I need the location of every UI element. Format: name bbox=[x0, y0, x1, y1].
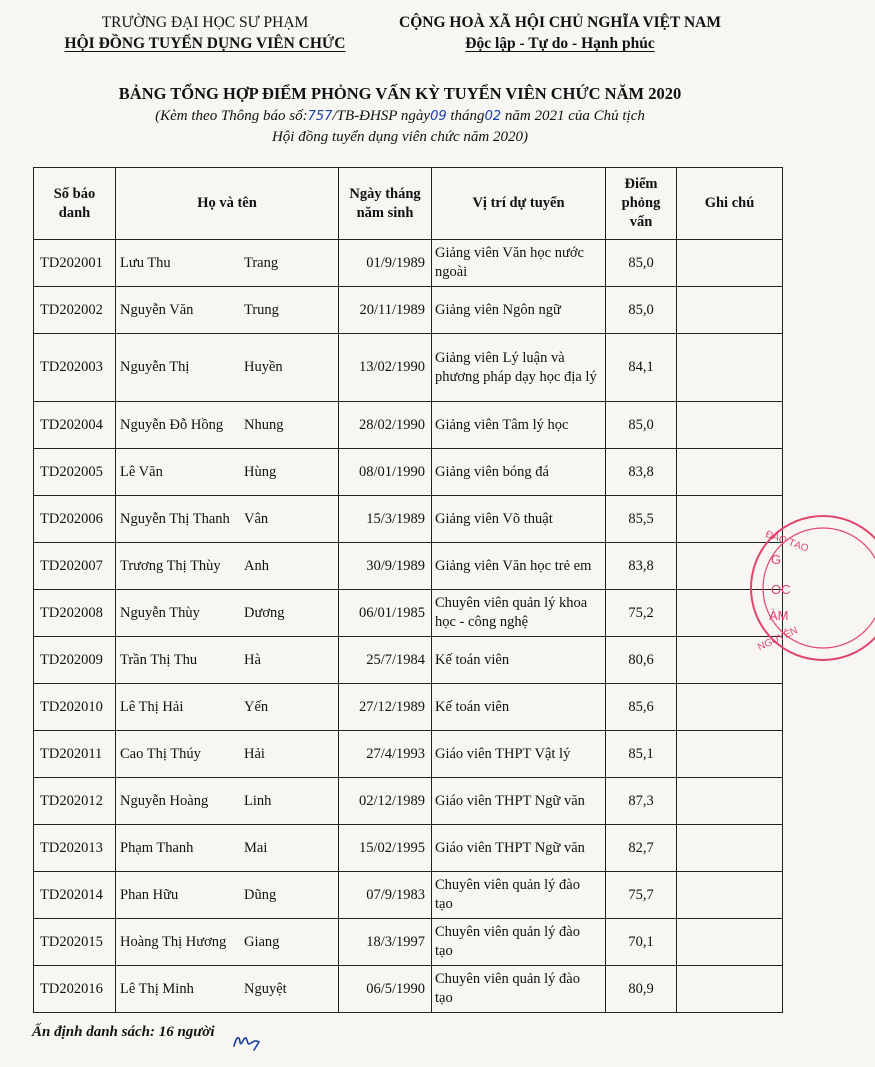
candidate-name bbox=[116, 449, 339, 496]
table-row bbox=[34, 240, 783, 287]
university-name: TRƯỜNG ĐẠI HỌC SƯ PHẠM bbox=[101, 14, 309, 31]
table-header-row bbox=[34, 168, 783, 240]
candidate-surname: Nguyễn Thùy bbox=[120, 604, 200, 621]
candidate-position: Giáo viên THPT Vật lý bbox=[432, 731, 606, 778]
candidate-score: 83,8 bbox=[606, 449, 677, 496]
candidate-dob: 28/02/1990 bbox=[339, 402, 432, 449]
candidate-surname: Phan Hữu bbox=[120, 886, 179, 903]
candidate-surname: Nguyễn Đỗ Hồng bbox=[120, 416, 224, 433]
candidate-note bbox=[677, 731, 783, 778]
candidate-score: 85,1 bbox=[606, 731, 677, 778]
candidate-score: 80,9 bbox=[606, 966, 677, 1013]
stamp-text: G bbox=[771, 552, 782, 567]
header-name: Họ và tên bbox=[116, 168, 339, 240]
list-fixed-note: Ấn định danh sách: 16 người bbox=[32, 1024, 215, 1040]
candidate-code: TD202016 bbox=[34, 966, 116, 1013]
candidate-note bbox=[677, 966, 783, 1013]
subtitle-line-2: Hội đồng tuyển dụng viên chức năm 2020) bbox=[271, 129, 529, 145]
table-row bbox=[34, 496, 783, 543]
table-row bbox=[34, 334, 783, 402]
candidate-code: TD202006 bbox=[34, 496, 116, 543]
document-subtitle bbox=[0, 106, 800, 148]
table-row bbox=[34, 872, 783, 919]
candidate-score: 70,1 bbox=[606, 919, 677, 966]
candidate-given-name: Huyền bbox=[244, 359, 283, 375]
candidate-position: Chuyên viên quản lý đào tạo bbox=[432, 966, 606, 1013]
candidate-score: 82,7 bbox=[606, 825, 677, 872]
national-motto: Độc lập - Tự do - Hạnh phúc bbox=[465, 35, 655, 52]
candidate-note bbox=[677, 919, 783, 966]
candidate-score: 85,0 bbox=[606, 240, 677, 287]
candidate-dob: 02/12/1989 bbox=[339, 778, 432, 825]
candidate-code: TD202014 bbox=[34, 872, 116, 919]
candidate-given-name: Dương bbox=[244, 604, 285, 621]
candidate-dob: 13/02/1990 bbox=[339, 334, 432, 402]
candidate-surname: Cao Thị Thúy bbox=[120, 745, 201, 762]
candidate-given-name: Anh bbox=[244, 557, 269, 574]
country-name: CỘNG HOÀ XÃ HỘI CHỦ NGHĨA VIỆT NAM bbox=[399, 14, 721, 31]
table-body bbox=[34, 240, 783, 1013]
candidate-score: 87,3 bbox=[606, 778, 677, 825]
candidate-dob: 27/4/1993 bbox=[339, 731, 432, 778]
candidate-given-name: Hùng bbox=[244, 463, 277, 480]
candidate-code: TD202010 bbox=[34, 684, 116, 731]
candidate-surname: Phạm Thanh bbox=[120, 839, 194, 856]
candidate-note bbox=[677, 825, 783, 872]
candidate-code: TD202008 bbox=[34, 590, 116, 637]
candidate-note bbox=[677, 287, 783, 334]
candidate-note bbox=[677, 402, 783, 449]
candidate-note bbox=[677, 778, 783, 825]
candidate-name bbox=[116, 872, 339, 919]
candidate-position: Giáo viên THPT Ngữ văn bbox=[432, 778, 606, 825]
subtitle-text: năm 2021 của Chủ tịch bbox=[501, 108, 645, 124]
candidate-dob: 07/9/1983 bbox=[339, 872, 432, 919]
table-row bbox=[34, 919, 783, 966]
candidate-given-name: Vân bbox=[244, 510, 269, 527]
header-note: Ghi chú bbox=[677, 168, 783, 240]
candidate-surname: Hoàng Thị Hương bbox=[120, 933, 227, 950]
candidate-surname: Nguyễn Thị bbox=[120, 359, 190, 375]
header-position: Vị trí dự tuyển bbox=[432, 168, 606, 240]
candidate-given-name: Trung bbox=[244, 301, 279, 318]
candidate-dob: 06/01/1985 bbox=[339, 590, 432, 637]
table-row bbox=[34, 590, 783, 637]
candidate-note bbox=[677, 334, 783, 402]
candidate-code: TD202002 bbox=[34, 287, 116, 334]
candidate-dob: 01/9/1989 bbox=[339, 240, 432, 287]
candidate-dob: 06/5/1990 bbox=[339, 966, 432, 1013]
candidate-note bbox=[677, 449, 783, 496]
candidate-given-name: Giang bbox=[244, 933, 280, 950]
header-score: Điểm phỏng vấn bbox=[606, 168, 677, 240]
official-stamp bbox=[735, 508, 875, 668]
candidate-name bbox=[116, 778, 339, 825]
candidate-score: 85,6 bbox=[606, 684, 677, 731]
candidate-name bbox=[116, 919, 339, 966]
subtitle-line-1 bbox=[0, 106, 800, 127]
candidate-surname: Lê Thị Minh bbox=[120, 980, 194, 997]
candidate-note bbox=[677, 872, 783, 919]
candidate-name bbox=[116, 590, 339, 637]
candidate-surname: Nguyễn Văn bbox=[120, 301, 194, 318]
candidate-position: Giảng viên Lý luận và phương pháp dạy học địa lý bbox=[432, 334, 606, 402]
candidate-code: TD202007 bbox=[34, 543, 116, 590]
candidate-surname: Lưu Thu bbox=[120, 254, 171, 271]
candidate-surname: Lê Thị Hải bbox=[120, 698, 184, 715]
candidate-given-name: Nhung bbox=[244, 416, 284, 433]
candidate-surname: Nguyễn Hoàng bbox=[120, 792, 209, 809]
candidate-name bbox=[116, 684, 339, 731]
candidate-score: 75,2 bbox=[606, 590, 677, 637]
candidate-name bbox=[116, 402, 339, 449]
candidate-given-name: Dũng bbox=[244, 886, 277, 903]
candidate-score: 80,6 bbox=[606, 637, 677, 684]
table-row bbox=[34, 966, 783, 1013]
table-row bbox=[34, 684, 783, 731]
candidate-name bbox=[116, 731, 339, 778]
candidate-code: TD202011 bbox=[34, 731, 116, 778]
stamp-text: NGUYÊN bbox=[756, 625, 800, 654]
stamp-text: ĐÀO TẠO bbox=[763, 528, 810, 555]
candidate-position: Giảng viên Võ thuật bbox=[432, 496, 606, 543]
candidate-position: Giảng viên bóng đá bbox=[432, 449, 606, 496]
candidate-name bbox=[116, 543, 339, 590]
candidate-code: TD202005 bbox=[34, 449, 116, 496]
candidate-surname: Trương Thị Thùy bbox=[120, 557, 221, 574]
candidate-position: Giảng viên Tâm lý học bbox=[432, 402, 606, 449]
candidate-code: TD202003 bbox=[34, 334, 116, 402]
candidate-given-name: Mai bbox=[244, 839, 268, 856]
candidate-given-name: Hải bbox=[244, 745, 265, 762]
candidate-given-name: Yến bbox=[244, 698, 269, 715]
candidate-position: Kế toán viên bbox=[432, 684, 606, 731]
candidate-name bbox=[116, 496, 339, 543]
table-row bbox=[34, 287, 783, 334]
candidate-name bbox=[116, 334, 339, 402]
candidate-position: Giảng viên Văn học nước ngoài bbox=[432, 240, 606, 287]
organization-header bbox=[40, 12, 370, 54]
candidate-code: TD202001 bbox=[34, 240, 116, 287]
council-name: HỘI ĐỒNG TUYỂN DỤNG VIÊN CHỨC bbox=[64, 35, 346, 52]
document-title: BẢNG TỔNG HỢP ĐIỂM PHỎNG VẤN KỲ TUYỂN VIÊN CHỨC NĂM 2020 bbox=[118, 84, 682, 103]
notice-month: 02 bbox=[484, 109, 502, 124]
candidate-code: TD202004 bbox=[34, 402, 116, 449]
candidate-given-name: Hà bbox=[244, 651, 261, 668]
signature-initials bbox=[230, 1024, 270, 1054]
candidate-position: Giáo viên THPT Ngữ văn bbox=[432, 825, 606, 872]
candidate-position: Chuyên viên quản lý khoa học - công nghệ bbox=[432, 590, 606, 637]
candidate-name bbox=[116, 825, 339, 872]
candidate-score: 83,8 bbox=[606, 543, 677, 590]
candidate-surname: Trần Thị Thu bbox=[120, 651, 198, 668]
candidate-position: Giảng viên Văn học trẻ em bbox=[432, 543, 606, 590]
candidate-given-name: Trang bbox=[244, 254, 279, 271]
candidate-code: TD202015 bbox=[34, 919, 116, 966]
candidate-name bbox=[116, 287, 339, 334]
score-table bbox=[33, 167, 783, 1013]
subtitle-text: /TB-ĐHSP ngày bbox=[332, 108, 431, 124]
candidate-given-name: Nguyệt bbox=[244, 980, 287, 997]
candidate-position: Kế toán viên bbox=[432, 637, 606, 684]
candidate-dob: 15/3/1989 bbox=[339, 496, 432, 543]
candidate-dob: 18/3/1997 bbox=[339, 919, 432, 966]
candidate-dob: 25/7/1984 bbox=[339, 637, 432, 684]
table-row bbox=[34, 778, 783, 825]
stamp-text: ÀM bbox=[769, 608, 789, 623]
notice-number: 757 bbox=[307, 109, 333, 124]
table-row bbox=[34, 543, 783, 590]
candidate-surname: Lê Văn bbox=[120, 463, 163, 480]
candidate-note bbox=[677, 684, 783, 731]
header-code: Số báo danh bbox=[34, 168, 116, 240]
candidate-name bbox=[116, 637, 339, 684]
national-header bbox=[365, 12, 755, 54]
candidate-dob: 15/02/1995 bbox=[339, 825, 432, 872]
candidate-score: 75,7 bbox=[606, 872, 677, 919]
candidate-dob: 20/11/1989 bbox=[339, 287, 432, 334]
stamp-text: OC bbox=[771, 582, 791, 597]
candidate-surname: Nguyễn Thị Thanh bbox=[120, 510, 230, 527]
header-dob: Ngày tháng năm sinh bbox=[339, 168, 432, 240]
candidate-dob: 30/9/1989 bbox=[339, 543, 432, 590]
candidate-note bbox=[677, 240, 783, 287]
candidate-given-name: Linh bbox=[244, 792, 272, 809]
table-row bbox=[34, 637, 783, 684]
table-row bbox=[34, 825, 783, 872]
candidate-code: TD202013 bbox=[34, 825, 116, 872]
table-row bbox=[34, 731, 783, 778]
table-row bbox=[34, 402, 783, 449]
candidate-name bbox=[116, 966, 339, 1013]
candidate-dob: 27/12/1989 bbox=[339, 684, 432, 731]
candidate-position: Chuyên viên quản lý đào tạo bbox=[432, 872, 606, 919]
candidate-position: Giảng viên Ngôn ngữ bbox=[432, 287, 606, 334]
candidate-score: 85,0 bbox=[606, 402, 677, 449]
table-row bbox=[34, 449, 783, 496]
subtitle-text: tháng bbox=[446, 108, 485, 124]
candidate-score: 85,0 bbox=[606, 287, 677, 334]
candidate-position: Chuyên viên quản lý đào tạo bbox=[432, 919, 606, 966]
subtitle-text: (Kèm theo Thông báo số: bbox=[155, 108, 308, 124]
candidate-code: TD202009 bbox=[34, 637, 116, 684]
candidate-score: 85,5 bbox=[606, 496, 677, 543]
notice-day: 09 bbox=[430, 109, 447, 124]
candidate-dob: 08/01/1990 bbox=[339, 449, 432, 496]
candidate-code: TD202012 bbox=[34, 778, 116, 825]
candidate-name bbox=[116, 240, 339, 287]
candidate-score: 84,1 bbox=[606, 334, 677, 402]
